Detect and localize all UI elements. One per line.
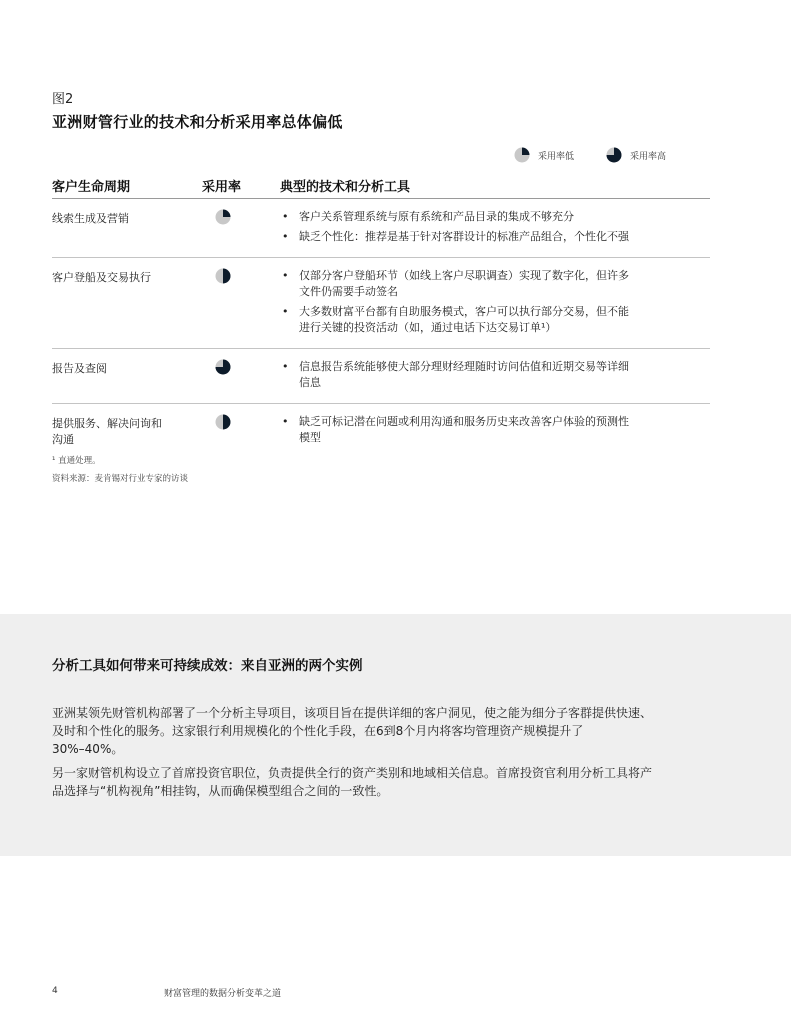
adoption-pie-icon (215, 268, 231, 284)
header-tools: 典型的技术和分析工具 (280, 179, 411, 195)
bullet-line: 大多数财富平台都有自助服务模式，客户可以执行部分交易，但不能 (299, 305, 629, 318)
bullet-item: • 缺乏可标记潜在问题或利用沟通和服务历史来改善客户体验的预测性 模型 (280, 414, 710, 446)
footnote: ¹ 直通处理。 (52, 456, 101, 466)
bullet-item: • 信息报告系统能够使大部分理财经理随时访问估值和近期交易等详细 信息 (280, 359, 710, 391)
footer-title: 财富管理的数据分析变革之道 (164, 989, 282, 999)
adoption-cell (202, 349, 280, 403)
legend-low (514, 147, 574, 163)
adoption-table (52, 172, 710, 458)
bullet-line: 文件仍需要手动签名 (299, 285, 398, 298)
header-adoption: 采用率 (202, 179, 242, 195)
legend-high (606, 147, 666, 163)
adoption-pie-icon (215, 209, 231, 225)
stage-line: 线索生成及营销 (52, 212, 129, 225)
adoption-pie-icon (215, 359, 231, 375)
source-note: 资料来源：麦肯锡对行业专家的访谈 (52, 474, 189, 484)
tools-cell (280, 404, 710, 458)
stage-line: 客户登船及交易执行 (52, 271, 151, 284)
legend-high-label: 采用率高 (630, 151, 667, 162)
table-row (52, 404, 710, 458)
tools-cell (280, 258, 710, 348)
table-header (52, 172, 710, 199)
stage-line: 报告及查阅 (52, 362, 107, 375)
pie-low-icon (514, 147, 530, 163)
paragraph-line: 品选择与“机构视角”相挂钩，从而确保模型组合之间的一致性。 (52, 784, 389, 798)
bullet-line: 信息 (299, 376, 321, 389)
paragraph-line: 30%–40%。 (52, 742, 124, 756)
table-row (52, 349, 710, 404)
stage-name (52, 258, 202, 348)
case-study-paragraph-1 (52, 704, 712, 758)
bullet-line: 缺乏个性化：推荐是基于针对客群设计的标准产品组合，个性化不强 (299, 230, 629, 243)
tools-cell (280, 349, 710, 403)
figure-label: 图2 (52, 92, 74, 107)
adoption-pie-icon (215, 414, 231, 430)
adoption-cell (202, 199, 280, 257)
bullet-line: 缺乏可标记潜在问题或利用沟通和服务历史来改善客户体验的预测性 (299, 415, 629, 428)
table-row (52, 258, 710, 349)
paragraph-line: 及时和个性化的服务。这家银行利用规模化的个性化手段，在6到8个月内将客均管理资产规模提升了 (52, 724, 584, 738)
adoption-cell (202, 404, 280, 458)
stage-line: 提供服务、解决问询和 (52, 417, 162, 430)
stage-name (52, 199, 202, 257)
adoption-cell (202, 258, 280, 348)
stage-line: 沟通 (52, 433, 74, 446)
pie-high-icon (606, 147, 622, 163)
bullet-line: 模型 (299, 431, 321, 444)
stage-name (52, 349, 202, 403)
bullet-line: 客户关系管理系统与原有系统和产品目录的集成不够充分 (299, 210, 574, 223)
case-study-title: 分析工具如何带来可持续成效：来自亚洲的两个实例 (52, 658, 363, 674)
paragraph-line: 亚洲某领先财管机构部署了一个分析主导项目，该项目旨在提供详细的客户洞见，使之能为细分子客群提供快速、 (52, 706, 653, 720)
table-notes (52, 452, 188, 488)
page-number: 4 (52, 986, 58, 996)
paragraph-line: 另一家财管机构设立了首席投资官职位，负责提供全行的资产类别和地域相关信息。首席投资官利用分析工具将产 (52, 766, 653, 780)
bullet-item: • 客户关系管理系统与原有系统和产品目录的集成不够充分 (280, 209, 710, 225)
stage-name (52, 404, 202, 458)
bullet-item: • 仅部分客户登船环节（如线上客户尽职调查）实现了数字化，但许多 文件仍需要手动签名 (280, 268, 710, 300)
bullet-item: • 缺乏个性化：推荐是基于针对客群设计的标准产品组合，个性化不强 (280, 229, 710, 245)
bullet-item: • 大多数财富平台都有自助服务模式，客户可以执行部分交易，但不能 进行关键的投资活动（如，通过电话下达交易订单¹） (280, 304, 710, 336)
bullet-line: 进行关键的投资活动（如，通过电话下达交易订单¹） (299, 321, 557, 334)
tools-cell (280, 199, 710, 257)
bullet-line: 仅部分客户登船环节（如线上客户尽职调查）实现了数字化，但许多 (299, 269, 629, 282)
table-row (52, 199, 710, 258)
legend-low-label: 采用率低 (538, 151, 575, 162)
bullet-line: 信息报告系统能够使大部分理财经理随时访问估值和近期交易等详细 (299, 360, 629, 373)
header-lifecycle: 客户生命周期 (52, 179, 131, 195)
case-study-paragraph-2 (52, 764, 712, 800)
figure-title: 亚洲财管行业的技术和分析采用率总体偏低 (52, 113, 343, 131)
